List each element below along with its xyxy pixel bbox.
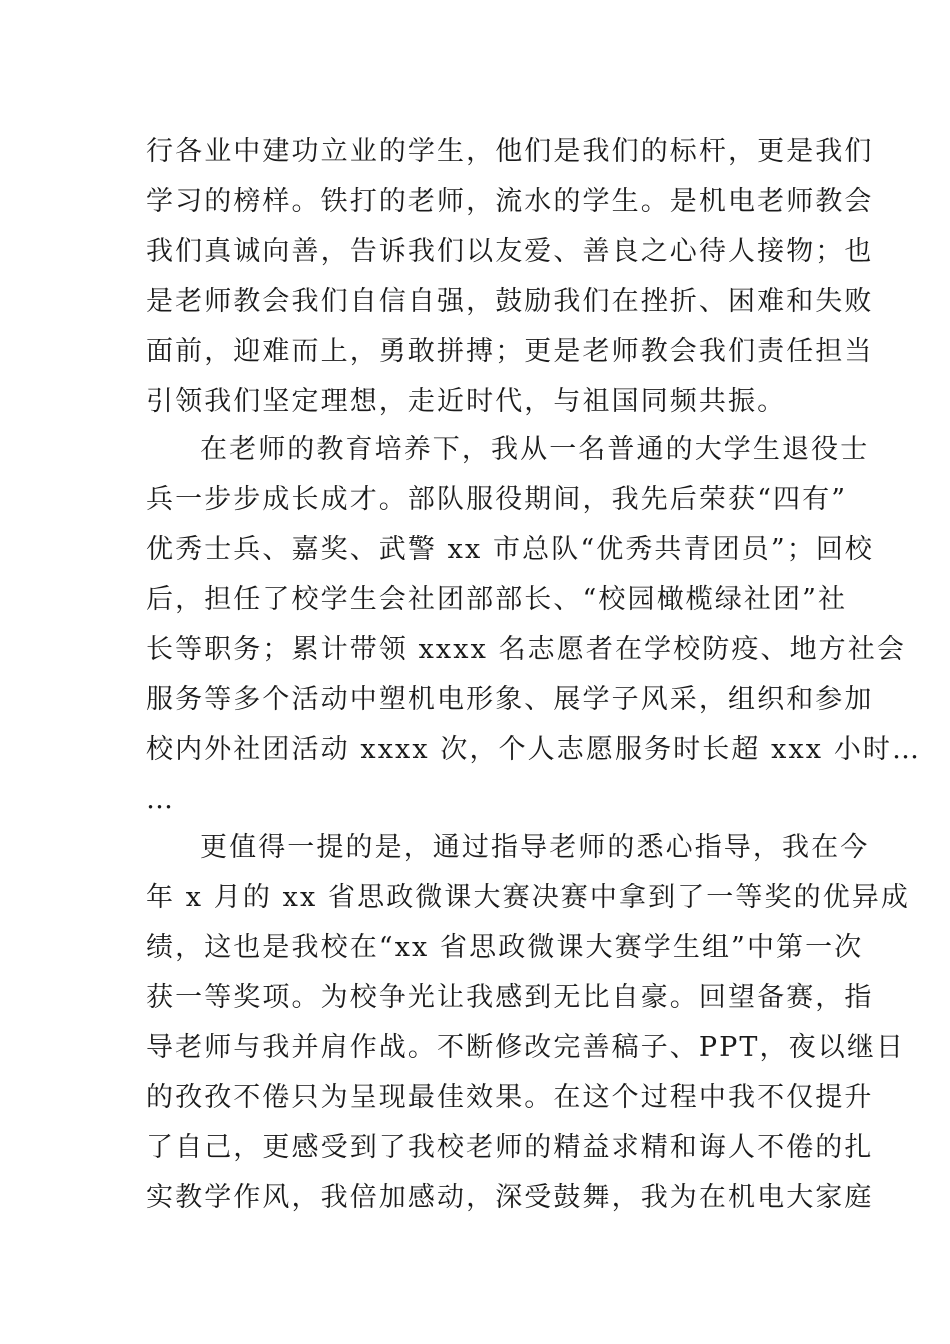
paragraph-3-line: 实教学作风，我倍加感动，深受鼓舞，我为在机电大家庭 (146, 1182, 874, 1213)
paragraph-2-line: 服务等多个活动中塑机电形象、展学子风采，组织和参加 (146, 684, 874, 715)
paragraph-2-line: 兵一步步成长成才。部队服役期间，我先后荣获“四有” (146, 484, 848, 515)
paragraph-3 (146, 823, 911, 1223)
paragraph-2-line: 后，担任了校学生会社团部部长、“校园橄榄绿社团”社 (146, 584, 848, 615)
paragraph-3-line: 获一等奖项。为校争光让我感到无比自豪。回望备赛，指 (146, 982, 874, 1013)
paragraph-1-line: 引领我们坚定理想，走近时代，与祖国同频共振。 (146, 386, 787, 417)
paragraph-2 (146, 425, 922, 825)
paragraph-3-line: 绩，这也是我校在“xx 省思政微课大赛学生组”中第一次 (146, 932, 864, 963)
paragraph-1-line: 是老师教会我们自信自强，鼓励我们在挫折、困难和失败 (146, 286, 874, 317)
paragraph-1-line: 面前，迎难而上，勇敢拼搏；更是老师教会我们责任担当 (146, 336, 874, 367)
paragraph-2-line: … (146, 784, 176, 815)
paragraph-2-line: 优秀士兵、嘉奖、武警 xx 市总队“优秀共青团员”；回校 (146, 534, 875, 565)
paragraph-1 (146, 127, 874, 427)
paragraph-1-line: 我们真诚向善，告诉我们以友爱、善良之心待人接物；也 (146, 236, 874, 267)
paragraph-1-line: 学习的榜样。铁打的老师，流水的学生。是机电老师教会 (146, 186, 874, 217)
paragraph-3-line: 年 x 月的 xx 省思政微课大赛决赛中拿到了一等奖的优异成 (146, 882, 911, 913)
paragraph-2-line: 在老师的教育培养下，我从一名普通的大学生退役士 (200, 434, 870, 465)
paragraph-1-line: 行各业中建功立业的学生，他们是我们的标杆，更是我们 (146, 136, 874, 167)
paragraph-3-line: 了自己，更感受到了我校老师的精益求精和诲人不倦的扎 (146, 1132, 874, 1163)
paragraph-3-line: 更值得一提的是，通过指导老师的悉心指导，我在今 (200, 832, 870, 863)
paragraph-3-line: 导老师与我并肩作战。不断修改完善稿子、PPT，夜以继日 (146, 1032, 906, 1063)
paragraph-3-line: 的孜孜不倦只为呈现最佳效果。在这个过程中我不仅提升 (146, 1082, 874, 1113)
paragraph-2-line: 长等职务；累计带领 xxxx 名志愿者在学校防疫、地方社会 (146, 634, 906, 665)
paragraph-2-line: 校内外社团活动 xxxx 次，个人志愿服务时长超 xxx 小时… (146, 734, 922, 765)
